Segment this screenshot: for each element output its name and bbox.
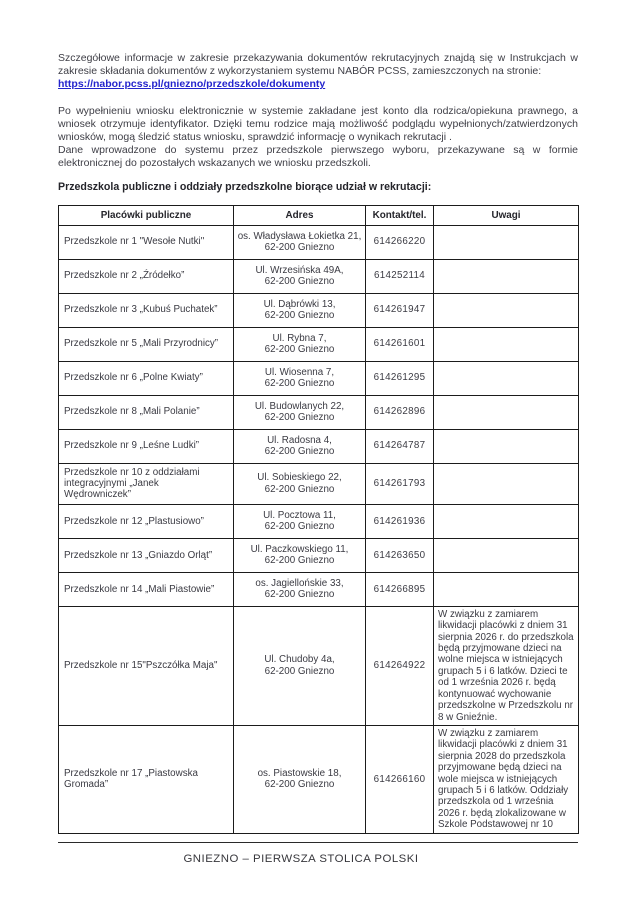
facility-name: Przedszkole nr 17 „Piastowska Gromada” [59,725,234,833]
facility-address: os. Jagiellońskie 33, 62-200 Gniezno [234,572,366,606]
table-row [59,504,579,538]
table-row [59,606,579,725]
table-body [59,225,579,833]
section-heading: Przedszkola publiczne i oddziały przedszkolne biorące udział w rekrutacji: [58,180,432,193]
facility-name: Przedszkole nr 3 „Kubuś Puchatek” [59,293,234,327]
facility-notes [434,327,579,361]
facility-name: Przedszkole nr 6 „Polne Kwiaty” [59,361,234,395]
facility-name: Przedszkole nr 13 „Gniazdo Orląt” [59,538,234,572]
header-adres: Adres [234,205,366,225]
table-row [59,429,579,463]
intro-paragraph-1: Szczegółowe informacje w zakresie przekazywania dokumentów rekrutacyjnych znajdą się w Instrukcjach w zakresie składania dokumentów z wykorzystaniem systemu NABÓR PCSS, zamieszczonych na stronie: [58,52,578,78]
facility-notes: W związku z zamiarem likwidacji placówki z dniem 31 sierpnia 2028 do przedszkola przyjmowane będą dzieci na wole miejsca w istniejących grupach 5 i 6 latków. Oddziały przedszkola od 1 września 2026 r. będą zlokalizowane w Szkole Podstawowej nr 10 [434,725,579,833]
table-row [59,225,579,259]
intro-paragraph-3: Dane wprowadzone do systemu przez przedszkole pierwszego wyboru, przekazywane są w formie elektronicznej do pozostałych wskazanych we wniosku przedszkoli. [58,144,578,170]
table-header-row [59,205,579,225]
facility-notes [434,463,579,504]
facility-address: Ul. Radosna 4, 62-200 Gniezno [234,429,366,463]
facility-address: os. Piastowskie 18, 62-200 Gniezno [234,725,366,833]
facility-notes [434,429,579,463]
facility-address: Ul. Pocztowa 11, 62-200 Gniezno [234,504,366,538]
facility-name: Przedszkole nr 15"Pszczółka Maja" [59,606,234,725]
facility-name: Przedszkole nr 9 „Leśne Ludki” [59,429,234,463]
table-row [59,395,579,429]
footer-text: GNIEZNO – PIERWSZA STOLICA POLSKI [183,852,419,865]
facility-notes [434,538,579,572]
facility-notes [434,504,579,538]
footer-divider [58,842,578,843]
header-kontakt: Kontakt/tel. [366,205,434,225]
facility-notes [434,293,579,327]
facility-phone: 614263650 [366,538,434,572]
facility-address: Ul. Paczkowskiego 11, 62-200 Gniezno [234,538,366,572]
intro-paragraph-2: Po wypełnieniu wniosku elektronicznie w systemie zakładane jest konto dla rodzica/opiekuna prawnego, a wniosek otrzymuje identyfikator. Dzięki temu rodzice mają możliwość podglądu wypełnionych/zatwierdzonych wniosków, mogą śledzić status wniosku, sprawdzić informację o wynikach rekrutacji . [58,104,578,144]
facility-address: os. Władysława Łokietka 21, 62-200 Gniezno [234,225,366,259]
facility-notes [434,361,579,395]
facility-address: Ul. Wiosenna 7, 62-200 Gniezno [234,361,366,395]
facility-name: Przedszkole nr 1 "Wesołe Nutki" [59,225,234,259]
facility-name: Przedszkole nr 5 „Mali Przyrodnicy” [59,327,234,361]
facility-phone: 614266160 [366,725,434,833]
header-placowki: Placówki publiczne [59,205,234,225]
facility-phone: 614261601 [366,327,434,361]
table-row [59,293,579,327]
facility-address: Ul. Dąbrówki 13, 62-200 Gniezno [234,293,366,327]
facility-phone: 614262896 [366,395,434,429]
table-row [59,361,579,395]
facility-phone: 614261295 [366,361,434,395]
facility-notes [434,225,579,259]
facility-notes [434,395,579,429]
facility-notes: W związku z zamiarem likwidacji placówki z dniem 31 sierpnia 2026 r. do przedszkola będą przyjmowane dzieci na wolne miejsca w istniejących grupach 5 i 6 latków. Dzieci te od 1 września 2026 r. będą kontynuować wychowanie przedszkolne w Przedszkolu nr 8 w Gnieźnie. [434,606,579,725]
facility-address: Ul. Chudoby 4a, 62-200 Gniezno [234,606,366,725]
facility-phone: 614252114 [366,259,434,293]
facility-name: Przedszkole nr 12 „Plastusiowo” [59,504,234,538]
table-row [59,259,579,293]
facility-phone: 614261947 [366,293,434,327]
facilities-table [58,205,579,834]
facility-address: Ul. Budowlanych 22, 62-200 Gniezno [234,395,366,429]
table-row [59,538,579,572]
documents-link[interactable]: https://nabor.pcss.pl/gniezno/przedszkole/dokumenty [58,78,326,91]
facility-notes [434,259,579,293]
facility-phone: 614266220 [366,225,434,259]
facility-address: Ul. Sobieskiego 22, 62-200 Gniezno [234,463,366,504]
facility-phone: 614264787 [366,429,434,463]
table-row [59,463,579,504]
facility-name: Przedszkole nr 14 „Mali Piastowie” [59,572,234,606]
facility-address: Ul. Wrzesińska 49A, 62-200 Gniezno [234,259,366,293]
table-row [59,327,579,361]
facility-name: Przedszkole nr 2 „Źródełko” [59,259,234,293]
facility-phone: 614261793 [366,463,434,504]
table-row [59,725,579,833]
facility-address: Ul. Rybna 7, 62-200 Gniezno [234,327,366,361]
facility-name: Przedszkole nr 8 „Mali Polanie” [59,395,234,429]
link-line [58,78,578,91]
facility-phone: 614261936 [366,504,434,538]
facility-phone: 614264922 [366,606,434,725]
facility-notes [434,572,579,606]
facility-name: Przedszkole nr 10 z oddziałami integracyjnymi „Janek Wędrowniczek” [59,463,234,504]
facility-phone: 614266895 [366,572,434,606]
table-row [59,572,579,606]
header-uwagi: Uwagi [434,205,579,225]
